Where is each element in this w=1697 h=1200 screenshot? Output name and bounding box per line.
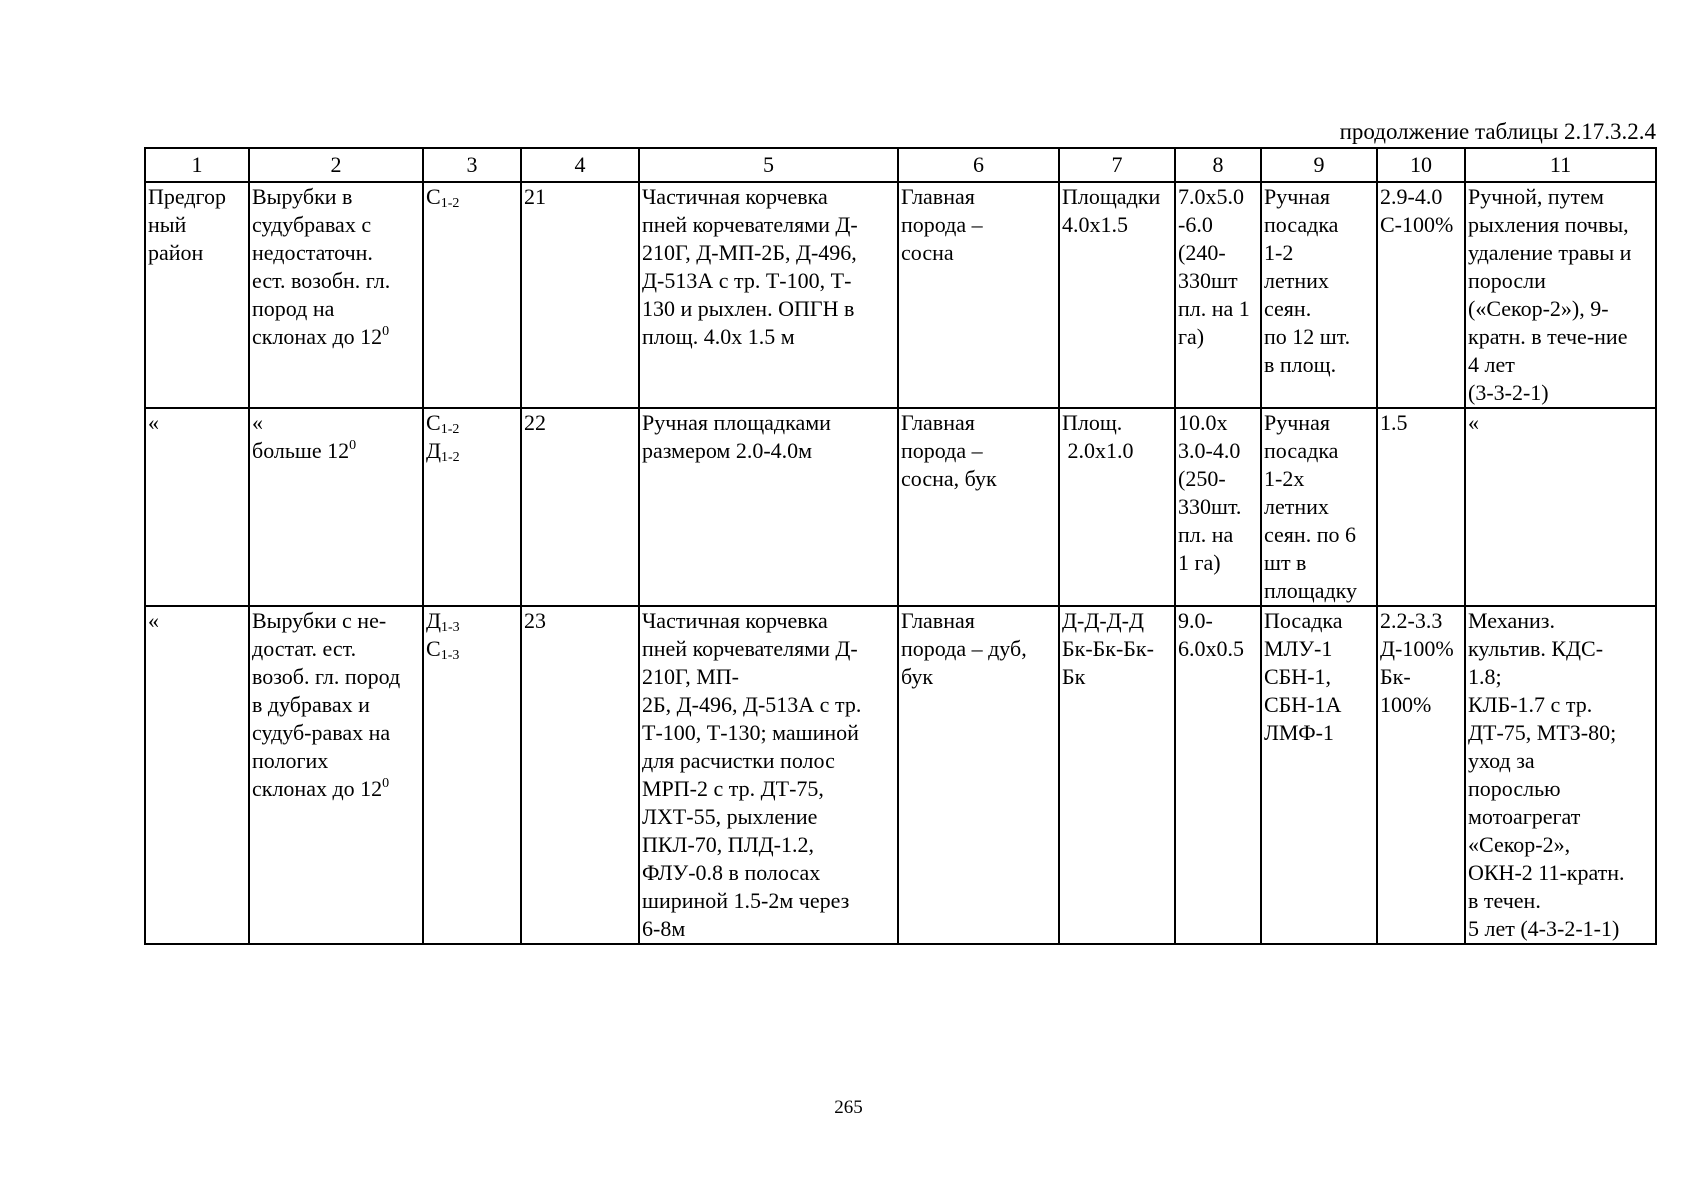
column-number-4: 4 bbox=[521, 148, 639, 182]
felling-type-cell bbox=[249, 408, 423, 606]
column-number-2: 2 bbox=[249, 148, 423, 182]
cell-line: в дубравах и bbox=[252, 692, 370, 717]
site-type-code bbox=[426, 409, 518, 437]
main-species-cell bbox=[898, 182, 1059, 408]
main-species-cell bbox=[898, 408, 1059, 606]
cell-line: Бк bbox=[1062, 664, 1086, 689]
soil-preparation-cell bbox=[639, 606, 898, 944]
cell-line: пней корчевателями Д- bbox=[642, 212, 858, 237]
cell-line: ЛХТ-55, рыхление bbox=[642, 804, 818, 829]
site-type-cell bbox=[423, 182, 521, 408]
cell-line: ФЛУ-0.8 в полосах bbox=[642, 860, 821, 885]
cell-line: (240- bbox=[1178, 240, 1226, 265]
cell-line: культив. КДС- bbox=[1468, 636, 1604, 661]
cell-line: Площадки bbox=[1062, 184, 1161, 209]
tending-cell bbox=[1465, 408, 1656, 606]
cell-line: посадка bbox=[1264, 212, 1339, 237]
cell-line: 130 и рыхлен. ОПГН в bbox=[642, 296, 855, 321]
cell-line: шириной 1.5-2м через bbox=[642, 888, 850, 913]
planting-method-cell bbox=[1261, 182, 1377, 408]
data-table bbox=[144, 147, 1657, 945]
cell-line: сеян. по 6 bbox=[1264, 522, 1356, 547]
cell-line: поросли bbox=[1468, 268, 1546, 293]
cell-line: 10.0х bbox=[1178, 410, 1228, 435]
cell-line: летних bbox=[1264, 494, 1329, 519]
cell-line: Ручной, путем bbox=[1468, 184, 1604, 209]
cell-line: « bbox=[252, 410, 263, 435]
site-type-subscript: 1-3 bbox=[441, 620, 460, 635]
cell-line: мотоагрегат bbox=[1468, 804, 1581, 829]
table-caption: продолжение таблицы 2.17.3.2.4 bbox=[1339, 119, 1656, 144]
cell-line: КЛБ-1.7 с тр. bbox=[1468, 692, 1593, 717]
site-type-letter: С bbox=[426, 410, 441, 435]
cell-line: уход за bbox=[1468, 748, 1535, 773]
cell-line: ЛМФ-1 bbox=[1264, 720, 1334, 745]
column-number-10: 10 bbox=[1377, 148, 1465, 182]
cell-line: «Секор-2», bbox=[1468, 832, 1571, 857]
region-cell bbox=[145, 606, 249, 944]
column-number-7: 7 bbox=[1059, 148, 1175, 182]
cell-line: пологих bbox=[252, 748, 329, 773]
cell-line: размером 2.0-4.0м bbox=[642, 438, 813, 463]
main-species-cell bbox=[898, 606, 1059, 944]
cell-line: 4.0х1.5 bbox=[1062, 212, 1128, 237]
cell-line: « bbox=[148, 410, 159, 435]
scheme-number-cell: 23 bbox=[521, 606, 639, 944]
placement-cell bbox=[1175, 606, 1261, 944]
cell-line: сосна, бук bbox=[901, 466, 997, 491]
cell-line: посадка bbox=[1264, 438, 1339, 463]
cell-line: Ручная bbox=[1264, 184, 1330, 209]
site-type-letter: С bbox=[426, 184, 441, 209]
placement-cell bbox=[1175, 182, 1261, 408]
table-header bbox=[145, 148, 1656, 182]
cell-line: пней корчевателями Д- bbox=[642, 636, 858, 661]
site-type-subscript: 1-2 bbox=[440, 422, 460, 437]
cell-line: 210Г, Д-МП-2Б, Д-496, bbox=[642, 240, 857, 265]
cell-line: СБН-1, bbox=[1264, 664, 1332, 689]
column-number-6: 6 bbox=[898, 148, 1059, 182]
density-cell bbox=[1377, 606, 1465, 944]
cell-line: летних bbox=[1264, 268, 1329, 293]
tending-cell bbox=[1465, 182, 1656, 408]
cell-line bbox=[252, 323, 420, 351]
site-type-subscript: 1-2 bbox=[440, 196, 460, 211]
scheme-number-cell: 22 bbox=[521, 408, 639, 606]
cell-line: МРП-2 с тр. ДТ-75, bbox=[642, 776, 824, 801]
table-row bbox=[145, 606, 1656, 944]
cell-line: « bbox=[1468, 410, 1479, 435]
cell-line: С-100% bbox=[1380, 212, 1454, 237]
cell-line: 2.0х1.0 bbox=[1062, 438, 1134, 463]
cell-line: площадку bbox=[1264, 578, 1358, 603]
cell-line: Площ. bbox=[1062, 410, 1123, 435]
cell-line: 2.9-4.0 bbox=[1380, 184, 1443, 209]
site-type-code bbox=[426, 607, 518, 635]
felling-type-cell bbox=[249, 182, 423, 408]
column-number-5: 5 bbox=[639, 148, 898, 182]
slope-text: склонах до 12 bbox=[252, 324, 383, 349]
cell-line: ест. возобн. гл. bbox=[252, 268, 391, 293]
cell-line: 3.0-4.0 bbox=[1178, 438, 1241, 463]
slope-text: склонах до 12 bbox=[252, 776, 383, 801]
cell-line: 2Б, Д-496, Д-513А с тр. bbox=[642, 692, 862, 717]
cell-line: Ручная площадками bbox=[642, 410, 831, 435]
site-type-letter: Д bbox=[426, 608, 442, 633]
cell-line: удаление травы и bbox=[1468, 240, 1632, 265]
cell-line: Бк- bbox=[1380, 664, 1411, 689]
cell-line: рыхления почвы, bbox=[1468, 212, 1629, 237]
cell-line: площ. 4.0х 1.5 м bbox=[642, 324, 795, 349]
column-number-9: 9 bbox=[1261, 148, 1377, 182]
cell-line: («Секор-2»), 9- bbox=[1468, 296, 1609, 321]
cell-line: порода – bbox=[901, 438, 983, 463]
cell-line: Предгор bbox=[148, 184, 227, 209]
cell-line: СБН-1А bbox=[1264, 692, 1342, 717]
cell-line: Механиз. bbox=[1468, 608, 1555, 633]
site-type-code bbox=[426, 183, 518, 211]
cell-line: Вырубки с не- bbox=[252, 608, 387, 633]
site-type-cell bbox=[423, 408, 521, 606]
cell-line: достат. ест. bbox=[252, 636, 357, 661]
site-type-letter: Д bbox=[426, 438, 442, 463]
cell-line: порода – дуб, bbox=[901, 636, 1027, 661]
density-cell bbox=[1377, 408, 1465, 606]
cell-line: 6.0х0.5 bbox=[1178, 636, 1244, 661]
density-cell bbox=[1377, 182, 1465, 408]
column-number-3: 3 bbox=[423, 148, 521, 182]
cell-line: Частичная корчевка bbox=[642, 184, 828, 209]
cell-line: сеян. bbox=[1264, 296, 1312, 321]
cell-line: га) bbox=[1178, 324, 1205, 349]
cell-line: 1-2 bbox=[1264, 240, 1294, 265]
site-type-subscript: 1-2 bbox=[441, 450, 460, 465]
table-body bbox=[145, 182, 1656, 944]
scheme-number-cell: 21 bbox=[521, 182, 639, 408]
cell-line: шт в bbox=[1264, 550, 1307, 575]
cell-line: кратн. в тече-ние bbox=[1468, 324, 1628, 349]
planting-method-cell bbox=[1261, 408, 1377, 606]
site-type-letter: С bbox=[426, 636, 441, 661]
cell-line: МЛУ-1 bbox=[1264, 636, 1333, 661]
page-number: 265 bbox=[834, 1097, 863, 1118]
cell-line: судубравах с bbox=[252, 212, 372, 237]
planting-method-cell bbox=[1261, 606, 1377, 944]
cell-line: в площ. bbox=[1264, 352, 1337, 377]
cell-line: « bbox=[148, 608, 159, 633]
cell-line: бук bbox=[901, 664, 934, 689]
site-type-code bbox=[426, 437, 518, 465]
cell-line: 330шт bbox=[1178, 268, 1238, 293]
cell-line: Частичная корчевка bbox=[642, 608, 828, 633]
cell-line: в течен. bbox=[1468, 888, 1541, 913]
soil-preparation-cell bbox=[639, 182, 898, 408]
cell-line: 210Г, МП- bbox=[642, 664, 740, 689]
cell-line: Ручная bbox=[1264, 410, 1330, 435]
felling-type-cell bbox=[249, 606, 423, 944]
planting-pattern-cell bbox=[1059, 182, 1175, 408]
cell-line: 4 лет bbox=[1468, 352, 1515, 377]
site-type-cell bbox=[423, 606, 521, 944]
cell-line: Бк-Бк-Бк- bbox=[1062, 636, 1154, 661]
cell-line: для расчистки полос bbox=[642, 748, 835, 773]
cell-line: Т-100, Т-130; машиной bbox=[642, 720, 859, 745]
cell-line: пл. на bbox=[1178, 522, 1234, 547]
cell-line: возоб. гл. пород bbox=[252, 664, 401, 689]
cell-line: Д-Д-Д-Д bbox=[1062, 608, 1145, 633]
cell-line: ОКН-2 11-кратн. bbox=[1468, 860, 1625, 885]
cell-line: 1-2х bbox=[1264, 466, 1305, 491]
cell-line: 9.0- bbox=[1178, 608, 1213, 633]
column-number-8: 8 bbox=[1175, 148, 1261, 182]
cell-line: Главная bbox=[901, 608, 975, 633]
cell-line: (250- bbox=[1178, 466, 1226, 491]
cell-line bbox=[252, 437, 420, 465]
cell-line: порослью bbox=[1468, 776, 1561, 801]
table-row bbox=[145, 408, 1656, 606]
degree-superscript: 0 bbox=[349, 438, 357, 453]
cell-line: по 12 шт. bbox=[1264, 324, 1351, 349]
cell-line: ПКЛ-70, ПЛД-1.2, bbox=[642, 832, 814, 857]
cell-line: 330шт. bbox=[1178, 494, 1242, 519]
planting-pattern-cell bbox=[1059, 408, 1175, 606]
cell-line: Д-100% bbox=[1380, 636, 1454, 661]
cell-line: Д-513А с тр. Т-100, Т- bbox=[642, 268, 852, 293]
cell-line: сосна bbox=[901, 240, 954, 265]
cell-line: порода – bbox=[901, 212, 983, 237]
cell-line: 5 лет (4-3-2-1-1) bbox=[1468, 916, 1620, 941]
cell-line: пл. на 1 bbox=[1178, 296, 1250, 321]
cell-line: 7.0х5.0 bbox=[1178, 184, 1244, 209]
cell-line: ДТ-75, МТЗ-80; bbox=[1468, 720, 1617, 745]
placement-cell bbox=[1175, 408, 1261, 606]
cell-line: 2.2-3.3 bbox=[1380, 608, 1443, 633]
cell-line: 1.5 bbox=[1380, 410, 1408, 435]
cell-line: недостаточн. bbox=[252, 240, 373, 265]
cell-line: (3-3-2-1) bbox=[1468, 380, 1549, 405]
cell-line: 100% bbox=[1380, 692, 1432, 717]
cell-line: Главная bbox=[901, 410, 975, 435]
cell-line bbox=[252, 775, 420, 803]
planting-pattern-cell bbox=[1059, 606, 1175, 944]
region-cell bbox=[145, 408, 249, 606]
slope-text: больше 12 bbox=[252, 438, 350, 463]
degree-superscript: 0 bbox=[382, 324, 390, 339]
cell-line: 1 га) bbox=[1178, 550, 1221, 575]
degree-superscript: 0 bbox=[382, 776, 390, 791]
site-type-subscript: 1-3 bbox=[440, 648, 460, 663]
cell-line: 6-8м bbox=[642, 916, 686, 941]
table-row bbox=[145, 182, 1656, 408]
cell-line: ный bbox=[148, 212, 187, 237]
cell-line: район bbox=[148, 240, 204, 265]
column-number-11: 11 bbox=[1465, 148, 1656, 182]
cell-line: Главная bbox=[901, 184, 975, 209]
column-number-1: 1 bbox=[145, 148, 249, 182]
site-type-code bbox=[426, 635, 518, 663]
cell-line: -6.0 bbox=[1178, 212, 1213, 237]
header-row bbox=[145, 148, 1656, 182]
cell-line: Вырубки в bbox=[252, 184, 353, 209]
region-cell bbox=[145, 182, 249, 408]
soil-preparation-cell bbox=[639, 408, 898, 606]
cell-line: пород на bbox=[252, 296, 335, 321]
cell-line: судуб-равах на bbox=[252, 720, 391, 745]
tending-cell bbox=[1465, 606, 1656, 944]
cell-line: Посадка bbox=[1264, 608, 1343, 633]
cell-line: 1.8; bbox=[1468, 664, 1502, 689]
